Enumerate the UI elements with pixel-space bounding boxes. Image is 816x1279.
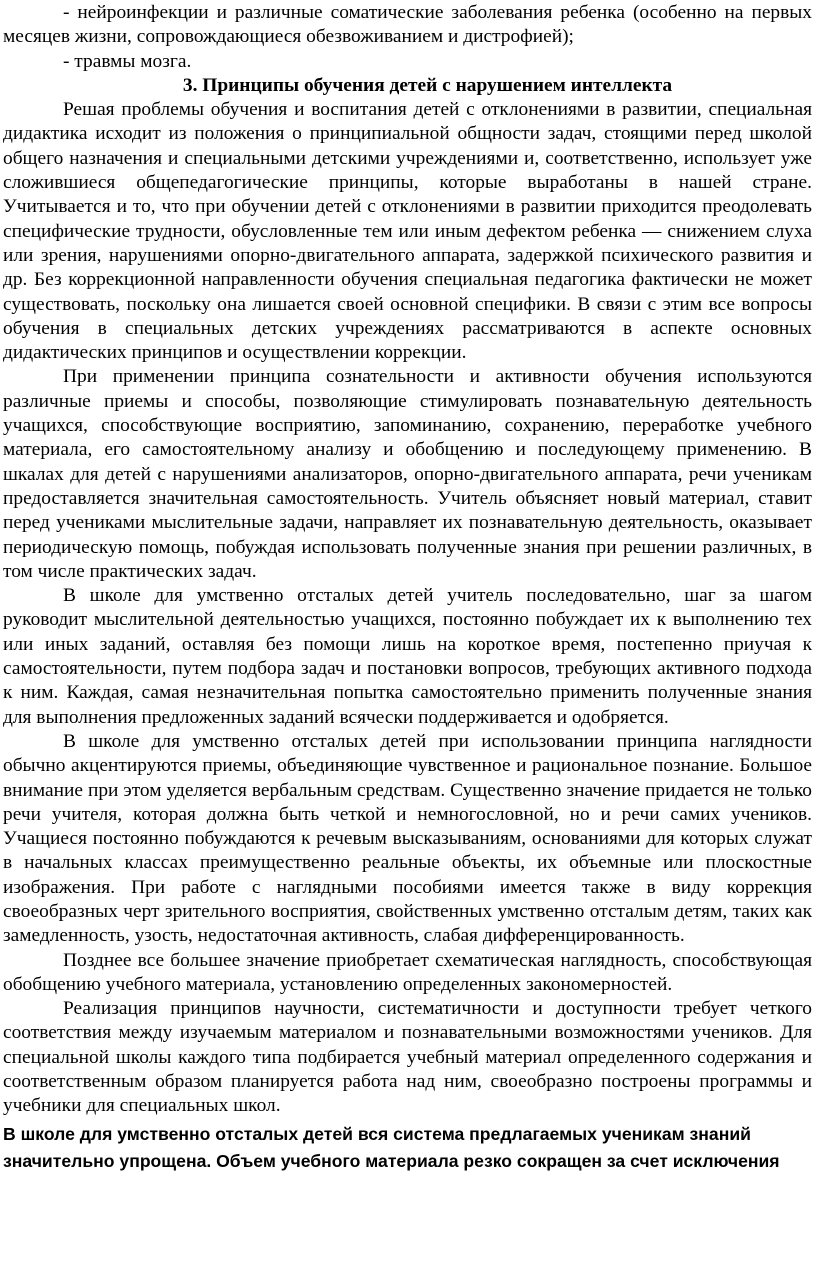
paragraph-scientific-systematic: Реализация принципов научности, систематичности и доступности требует четкого соответствия между изучаемым материалом и познавательными возможностями учеников. Для специальной школы каждого типа подбирается учебный материал определенного содержания и соответственным образом планируется работа над ним, своеобразно построены программы и учебники для специальных школ. (3, 998, 812, 1117)
list-item-neuroinfections: - нейроинфекции и различные соматические заболевания ребенка (особенно на первых месяцев жизни, сопровождающиеся обезвоживанием и дистрофией); (3, 2, 812, 48)
paragraph-consciousness-activity: При применении принципа сознательности и активности обучения используются различные приемы и способы, позволяющие стимулировать познавательную деятельность учащихся, способствующие восприятию, запоминанию, сохранению, переработке учебного материала, его самостоятельному анализу и обобщению и последующему применению. В шкалах для детей с нарушениями анализаторов, опорно-двигательного аппарата, речи ученикам предоставляется значительная самостоятельность. Учитель объясняет новый материал, ставит перед учениками мыслительные задачи, направляет их познавательную деятельность, оказывает периодическую помощь, побуждая использовать полученные знания при решении различных, в том числе практических задач. (3, 366, 812, 582)
paragraph-special-didactics: Решая проблемы обучения и воспитания детей с отклонениями в развитии, специальная дидактика исходит из положения о принципиальной общности задач, стоящими перед школой общего назначения и специальными детскими учреждениями и, соответственно, использует уже сложившиеся общепедагогические принципы, которые выработаны в нашей стране. Учитывается и то, что при обучении детей с отклонениями в развитии приходится преодолевать специфические трудности, обусловленные тем или иным дефектом ребенка — снижением слуха или зрения, нарушениями опорно-двигательного аппарата, задержкой психического развития и др. Без коррекционной направленности обучения специальная педагогика фактически не может существовать, поскольку она лишается своей основной специфики. В связи с этим все вопросы обучения в специальных детских учреждениях рассматриваются в аспекте основных дидактических принципов и осуществлении коррекции. (3, 99, 812, 364)
bold-paragraph-simplified-knowledge: В школе для умственно отсталых детей вся система предлагаемых ученикам знаний значительно упрощена. Объем учебного материала резко сокращен за счет исключения (3, 1123, 780, 1171)
section-heading: 3. Принципы обучения детей с нарушением интеллекта (182, 74, 673, 96)
paragraph-visual-aids: В школе для умственно отсталых детей при использовании принципа наглядности обычно акцентируются приемы, объединяющие чувственное и рациональное познание. Большое внимание при этом уделяется вербальным средствам. Существенно значение придается не только речи учителя, которая должна быть четкой и немногословной, но и речи самих учеников. Учащиеся постоянно побуждаются к речевым высказываниям, основаниями для которых служат в начальных классах преимущественно реальные объекты, их объемные или плоскостные изображения. При работе с наглядными пособиями имеется также в виду коррекция своеобразных черт зрительного восприятия, свойственных умственно отсталым детям, таких как замедленность, узость, недостаточная активность, слабая дифференцированность. (3, 730, 812, 947)
list-item-brain-injuries: - травмы мозга. (63, 50, 192, 72)
paragraph-schematic-visuals: Позднее все большее значение приобретает схематическая наглядность, способствующая обобщению учебного материала, установлению определенных закономерностей. (3, 949, 812, 995)
paragraph-step-by-step: В школе для умственно отсталых детей учитель последовательно, шаг за шагом руководит мыслительной деятельностью учащихся, постоянно побуждает их к выполнению тех или иных заданий, оставляя без помощи лишь на короткое время, постепенно приучая к самостоятельности, путем подбора задач и постановки вопросов, требующих активного подхода к ним. Каждая, самая незначительная попытка самостоятельно применить полученные знания для выполнения предложенных заданий всячески поддерживается и одобряется. (3, 585, 812, 728)
